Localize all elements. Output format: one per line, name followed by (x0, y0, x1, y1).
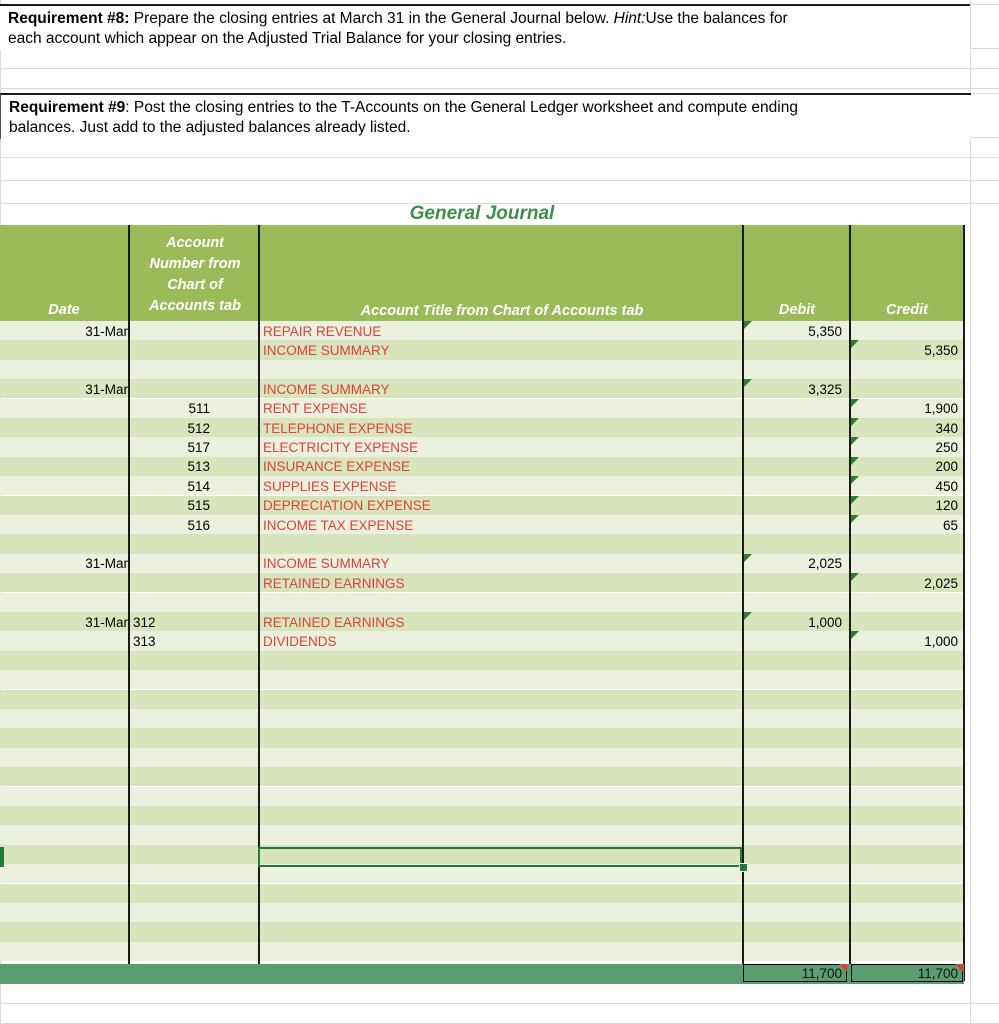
requirement-8-box (0, 4, 970, 50)
journal-row[interactable] (0, 884, 964, 903)
comment-indicator (744, 321, 752, 329)
entry-date[interactable]: 31-Mar (85, 323, 128, 339)
comment-indicator (851, 573, 859, 581)
gridline-h (0, 157, 999, 158)
entry-credit[interactable]: 2,025 (924, 575, 958, 591)
entry-credit[interactable]: 65 (942, 517, 958, 533)
journal-row[interactable] (0, 670, 964, 689)
journal-row[interactable] (0, 728, 964, 747)
comment-indicator (851, 515, 859, 523)
entry-account-number[interactable]: 513 (187, 459, 210, 475)
entry-account-title[interactable]: RETAINED EARNINGS (263, 614, 405, 630)
requirement-8-line2: each account which appear on the Adjusted Trial Balance for your closing entries. (8, 30, 567, 47)
comment-indicator (744, 554, 752, 562)
header-acct-line3: Chart of (167, 277, 223, 293)
entry-account-title[interactable]: RENT EXPENSE (263, 401, 368, 417)
row-selector-marker (0, 847, 4, 867)
entry-account-number[interactable]: 512 (187, 420, 210, 436)
entry-debit[interactable]: 3,325 (808, 381, 842, 397)
comment-indicator (744, 612, 752, 620)
entry-credit[interactable]: 200 (935, 459, 958, 475)
gridline-h (0, 180, 999, 181)
journal-row[interactable] (0, 709, 964, 728)
journal-row[interactable] (0, 922, 964, 941)
entry-date[interactable]: 31-Mar (85, 614, 128, 630)
entry-credit[interactable]: 5,350 (924, 342, 958, 358)
col-sep-4 (849, 225, 851, 981)
entry-account-title[interactable]: ELECTRICITY EXPENSE (263, 439, 419, 455)
col-sep-1 (128, 225, 130, 981)
journal-row[interactable] (0, 748, 964, 767)
header-acct-line4: Accounts tab (149, 298, 241, 314)
journal-row[interactable] (0, 825, 964, 844)
entry-account-number[interactable]: 516 (187, 517, 210, 533)
comment-indicator (851, 399, 859, 407)
gridline-v (970, 0, 971, 1024)
hint-label: Hint: (613, 10, 646, 27)
entry-account-title[interactable]: INCOME TAX EXPENSE (263, 517, 414, 533)
entry-account-title[interactable]: INCOME SUMMARY (263, 556, 390, 572)
entry-credit[interactable]: 450 (935, 478, 958, 494)
entry-account-title[interactable]: DEPRECIATION EXPENSE (263, 498, 431, 514)
entry-account-title[interactable]: TELEPHONE EXPENSE (263, 420, 413, 436)
journal-header (0, 225, 964, 321)
entry-account-number[interactable]: 313 (133, 633, 156, 649)
credit-total-value: 11,700 (917, 966, 958, 981)
header-acct-line2: Number from (149, 256, 241, 272)
journal-row[interactable] (0, 903, 964, 922)
entry-account-title[interactable]: SUPPLIES EXPENSE (263, 478, 397, 494)
comment-indicator (851, 418, 859, 426)
entry-credit[interactable]: 340 (935, 420, 958, 436)
entry-account-title[interactable]: RETAINED EARNINGS (263, 575, 405, 591)
comment-indicator (851, 496, 859, 504)
debit-total-value: 11,700 (801, 966, 842, 981)
entry-debit[interactable]: 5,350 (808, 323, 842, 339)
entry-account-title[interactable]: INSURANCE EXPENSE (263, 459, 411, 475)
requirement-8-label: Requirement #8: (8, 10, 130, 27)
journal-row[interactable] (0, 593, 964, 612)
journal-row[interactable] (0, 360, 964, 379)
entry-account-title[interactable]: DIVIDENDS (263, 633, 337, 649)
error-indicator (839, 964, 847, 972)
comment-indicator (744, 379, 752, 387)
requirement-8-text: Prepare the closing entries at March 31 in the General Journal below. (129, 10, 614, 27)
entry-account-number[interactable]: 511 (188, 401, 210, 417)
header-account-number (130, 233, 260, 317)
entry-debit[interactable]: 1,000 (808, 614, 842, 630)
journal-row[interactable] (0, 690, 964, 709)
hint-text: Use the balances for (645, 10, 788, 27)
entry-date[interactable]: 31-Mar (85, 381, 128, 397)
journal-row[interactable] (0, 534, 964, 553)
journal-row[interactable] (0, 806, 964, 825)
journal-row[interactable] (0, 651, 964, 670)
entry-credit[interactable]: 120 (935, 498, 958, 514)
comment-indicator (851, 476, 859, 484)
journal-title: General Journal (409, 203, 555, 224)
entry-credit[interactable]: 1,000 (924, 633, 958, 649)
entry-account-number[interactable]: 517 (187, 439, 210, 455)
requirement-9-text: : Post the closing entries to the T-Accounts on the General Ledger worksheet and compute ending (125, 99, 798, 116)
requirement-9-line2: balances. Just add to the adjusted balances already listed. (9, 119, 411, 136)
col-sep-5 (963, 225, 965, 981)
selected-cell[interactable] (258, 847, 742, 867)
fill-handle[interactable] (739, 863, 748, 872)
journal-row[interactable] (0, 340, 964, 359)
header-date: Date (48, 302, 80, 318)
entry-debit[interactable]: 2,025 (808, 556, 842, 572)
credit-total[interactable] (851, 964, 963, 982)
entry-credit[interactable]: 1,900 (924, 401, 958, 417)
header-acct-line1: Account (166, 235, 224, 251)
entry-account-number[interactable]: 515 (187, 498, 210, 514)
requirement-9-label: Requirement #9 (9, 99, 126, 116)
comment-indicator (851, 437, 859, 445)
header-account-title: Account Title from Chart of Accounts tab (360, 303, 644, 319)
entry-account-title[interactable]: REPAIR REVENUE (263, 323, 382, 339)
entry-date[interactable]: 31-Mar (85, 556, 128, 572)
entry-account-title[interactable]: INCOME SUMMARY (263, 381, 390, 397)
journal-row[interactable] (0, 573, 964, 592)
gridline-h (0, 1003, 999, 1004)
entry-account-title[interactable]: INCOME SUMMARY (263, 342, 390, 358)
journal-row[interactable] (0, 864, 964, 883)
comment-indicator (851, 631, 859, 639)
comment-indicator (851, 340, 859, 348)
error-indicator (955, 964, 963, 972)
col-sep-2 (258, 225, 260, 981)
gridline-h (0, 68, 999, 69)
journal-row[interactable] (0, 787, 964, 806)
entry-account-number[interactable]: 312 (133, 614, 156, 630)
header-debit: Debit (778, 302, 816, 318)
debit-total[interactable] (743, 964, 847, 982)
comment-indicator (851, 457, 859, 465)
journal-row[interactable] (0, 942, 964, 961)
entry-account-number[interactable]: 514 (187, 478, 210, 494)
header-credit: Credit (886, 302, 928, 318)
entry-credit[interactable]: 250 (935, 439, 958, 455)
journal-row[interactable] (0, 767, 964, 786)
gridline-h (0, 88, 999, 89)
requirement-9-box (0, 93, 971, 139)
